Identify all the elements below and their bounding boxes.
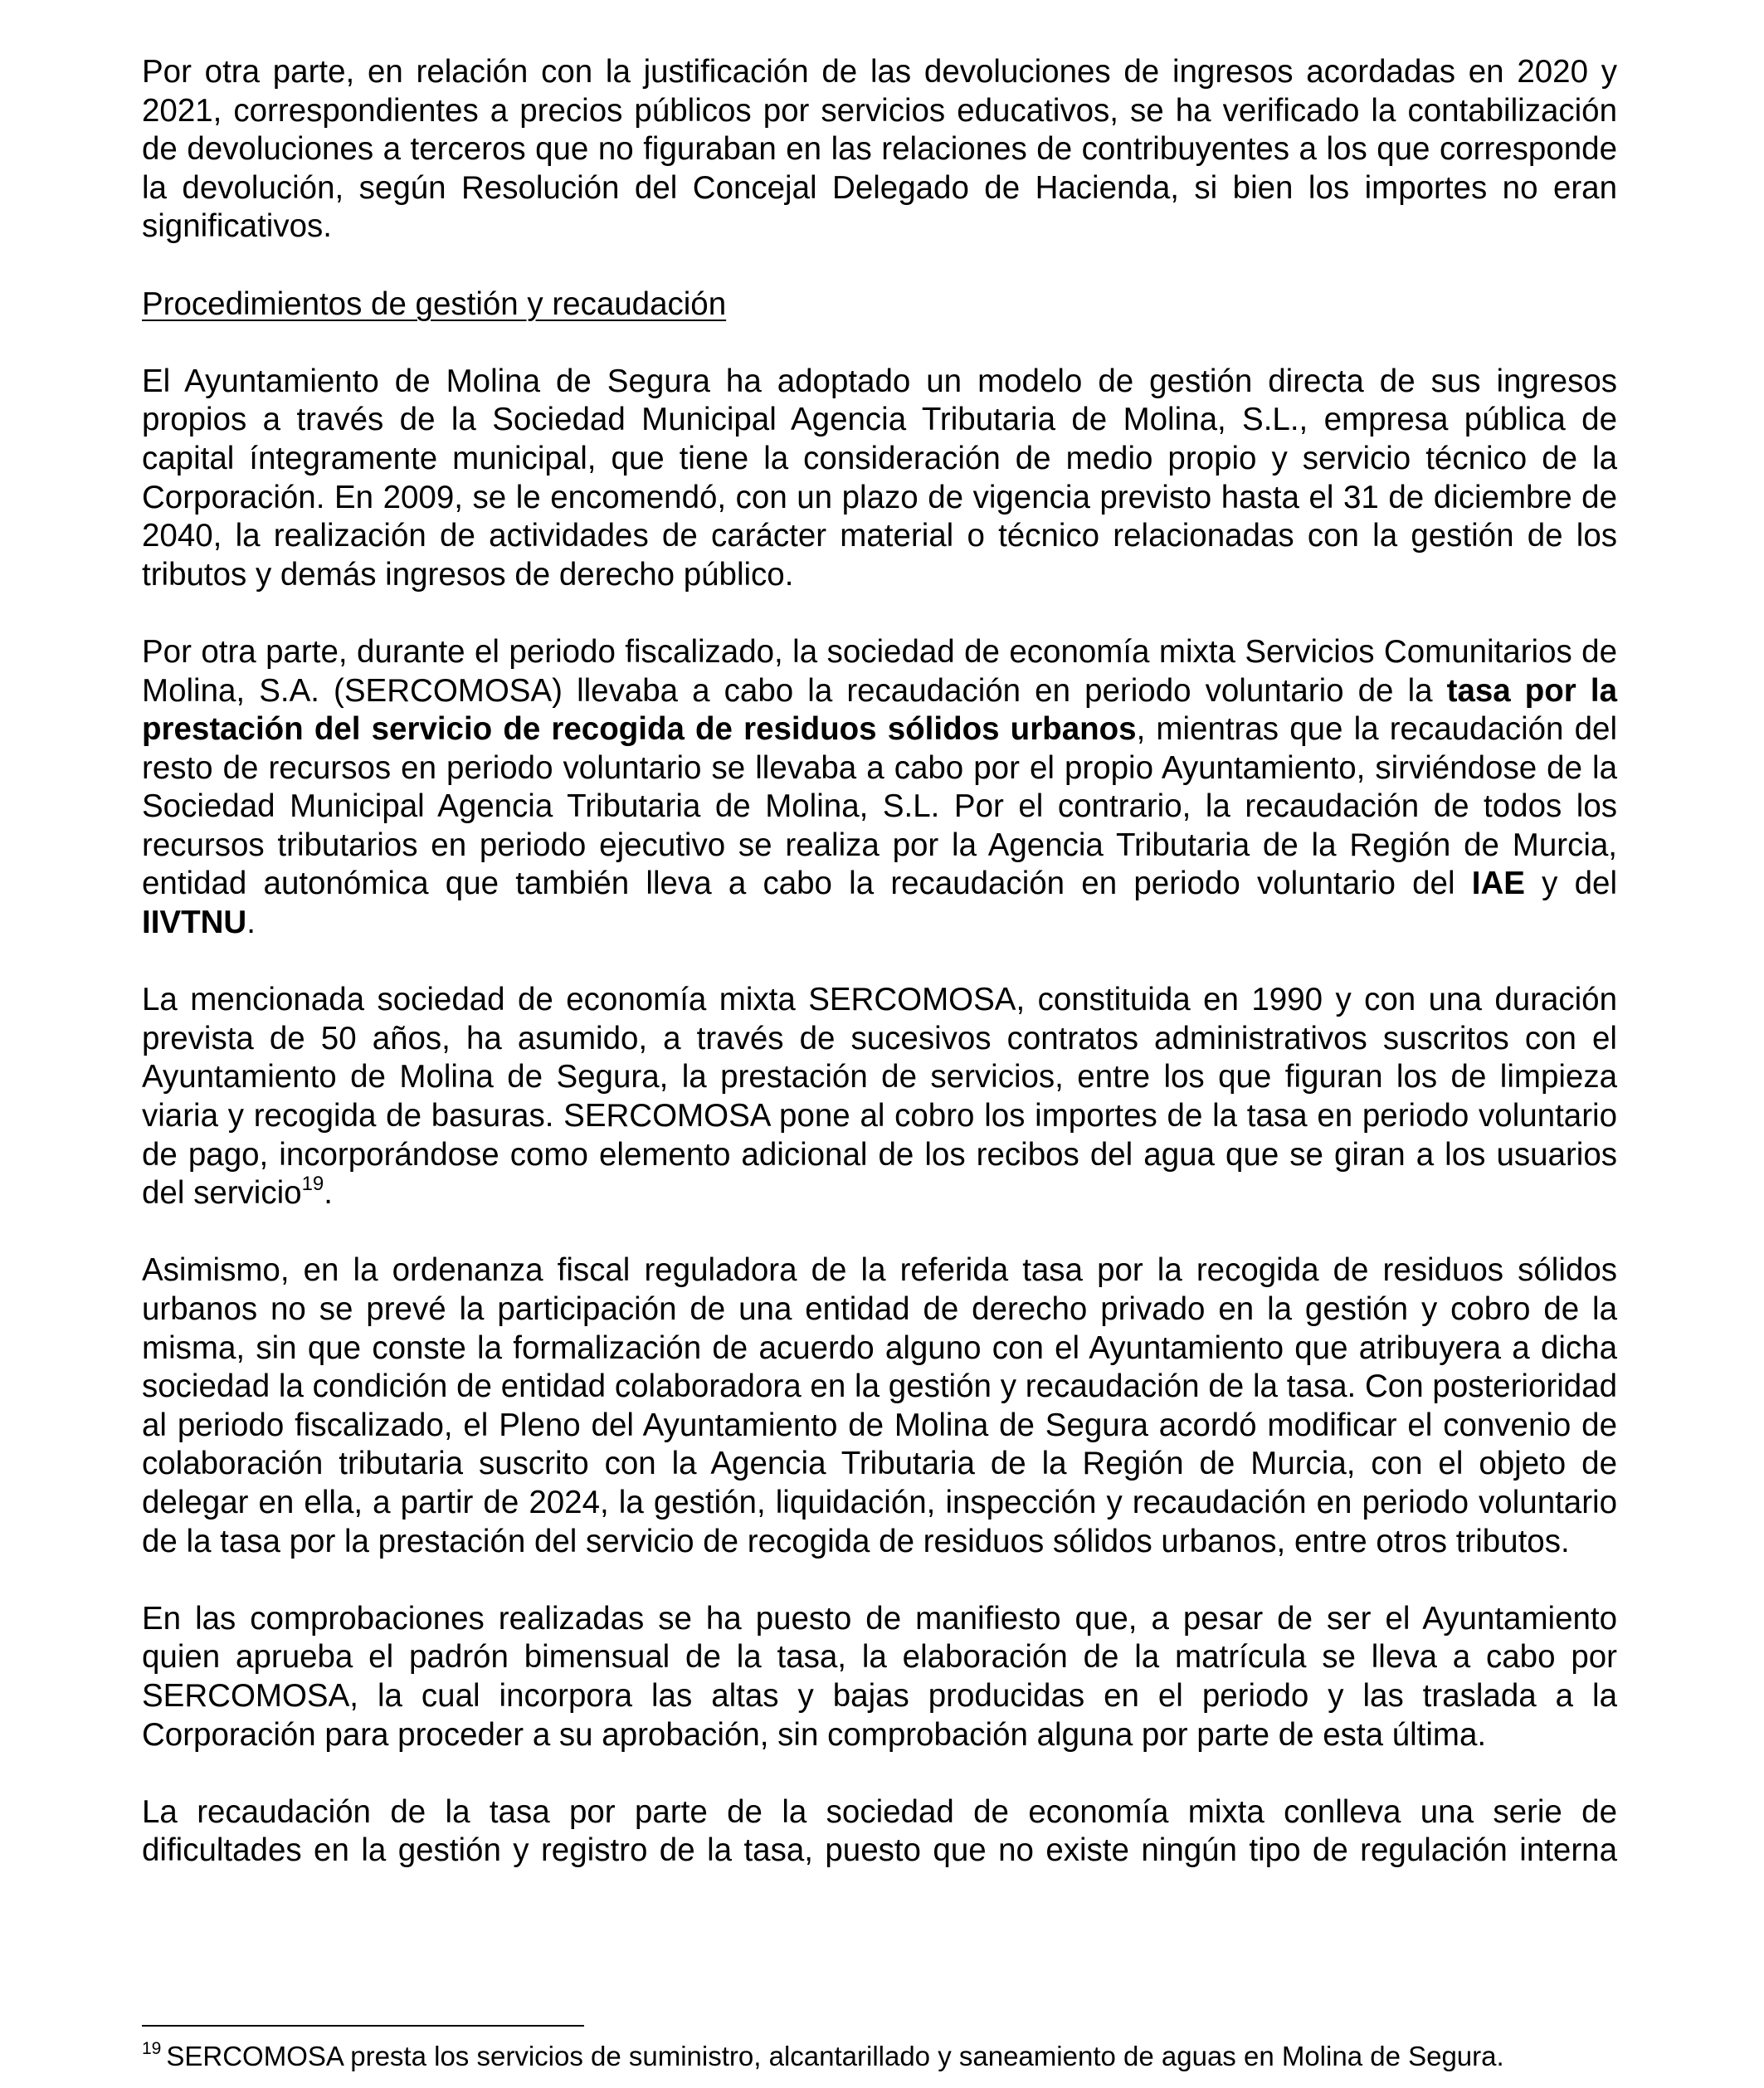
paragraph-dificultades: La recaudación de la tasa por parte de la sociedad de economía mixta conlleva una serie de dificultades en la gestión y registro de la tasa, puesto que no existe ningún tipo de regulación interna xyxy=(142,1793,1617,1869)
text-span: . xyxy=(246,905,256,941)
text-span: y del xyxy=(1524,866,1617,902)
paragraph-comprobaciones: En las comprobaciones realizadas se ha puesto de manifiesto que, a pesar de ser el Ayuntamiento quien aprueba el padrón bimensual de la tasa, la elaboración de la matrícula se lleva a cabo por SERCOMOSA, la cual incorpora las altas y bajas producidas en el periodo y las traslada a la Corporación para proceder a su aprobación, sin comprobación alguna por parte de esta última. xyxy=(142,1600,1617,1753)
paragraph-ordenanza-fiscal: Asimismo, en la ordenanza fiscal reguladora de la referida tasa por la recogida de residuos sólidos urbanos no se prevé la participación de una entidad de derecho privado en la gestión y cobro de la misma, sin que conste la formalización de acuerdo alguno con el Ayuntamiento que atribuyera a dicha sociedad la condición de entidad colaboradora en la gestión y recaudación de la tasa. Con posterioridad al periodo fiscalizado, el Pleno del Ayuntamiento de Molina de Segura acordó modificar el convenio de colaboración tributaria suscrito con la Agencia Tributaria de la Región de Murcia, con el objeto de delegar en ella, a partir de 2024, la gestión, liquidación, inspección y recaudación en periodo voluntario de la tasa por la prestación del servicio de recogida de residuos sólidos urbanos, entre otros tributos. xyxy=(142,1252,1617,1559)
bold-iae: IAE xyxy=(1471,866,1525,902)
paragraph-devoluciones: Por otra parte, en relación con la justificación de las devoluciones de ingresos acordadas en 2020 y 2021, correspondientes a precios públicos por servicios educativos, se ha verificado la contabilización de devoluciones a terceros que no figuraban en las relaciones de contribuyentes a los que corresponde la devolución, según Resolución del Concejal Delegado de Hacienda, si bien los importes no eran significativos. xyxy=(142,54,1617,245)
bold-iivtnu: IIVTNU xyxy=(142,905,247,941)
paragraph-modelo-gestion: El Ayuntamiento de Molina de Segura ha adoptado un modelo de gestión directa de sus ingresos propios a través de la Sociedad Municipal Agencia Tributaria de Molina, S.L., empresa pública de capital íntegramente municipal, que tiene la consideración de medio propio y servicio técnico de la Corporación. En 2009, se le encomendó, con un plazo de vigencia previsto hasta el 31 de diciembre de 2040, la realización de actividades de carácter material o técnico relacionadas con la gestión de los tributos y demás ingresos de derecho público. xyxy=(142,363,1617,593)
footnote xyxy=(142,2040,1617,2073)
footnote-separator xyxy=(142,2025,584,2027)
paragraph-sercomosa-recaudacion xyxy=(142,633,1617,943)
text-span: La mencionada sociedad de economía mixta SERCOMOSA, constituida en 1990 y con una duración prevista de 50 años, ha asumido, a través de sucesivos contratos administrativos suscritos con el Ayuntamiento de Molina de Segura, la prestación de servicios, entre los que figuran los de limpieza viaria y recogida de basuras. SERCOMOSA pone al cobro los importes de la tasa en periodo voluntario de pago, incorporándose como elemento adicional de los recibos del agua que se giran a los usuarios del servicio xyxy=(142,982,1617,1212)
footnote-number: 19 xyxy=(142,2039,162,2058)
text-span: , mientras que la recaudación del resto de recursos en periodo voluntario se llevaba a cabo por el propio Ayuntamiento, sirviéndose de la Sociedad Municipal Agencia Tributaria de Molina, S.L. Por el contrario, la recaudación de todos los recursos tributarios en periodo ejecutivo se realiza por la Agencia Tributaria de la Región de Murcia, entidad autonómica que también lleva a cabo la recaudación en periodo voluntario del xyxy=(142,711,1618,902)
footnote-reference[interactable]: 19 xyxy=(301,1173,324,1196)
paragraph-sercomosa-contratos xyxy=(142,981,1617,1213)
footnote-text: SERCOMOSA presta los servicios de suministro, alcantarillado y saneamiento de aguas en Molina de Segura. xyxy=(166,2041,1504,2071)
text-span: . xyxy=(324,1175,333,1212)
section-heading: Procedimientos de gestión y recaudación xyxy=(142,285,727,322)
text-span: Por otra parte, durante el periodo fiscalizado, la sociedad de economía mixta Servicios Comunitarios de Molina, S.A. (SERCOMOSA) llevaba a cabo la recaudación en periodo voluntario de la xyxy=(142,633,1617,709)
document-body xyxy=(142,53,1617,1910)
bold-tasa-residuos: tasa por la prestación del servicio de recogida de residuos sólidos urbanos xyxy=(142,672,1617,748)
